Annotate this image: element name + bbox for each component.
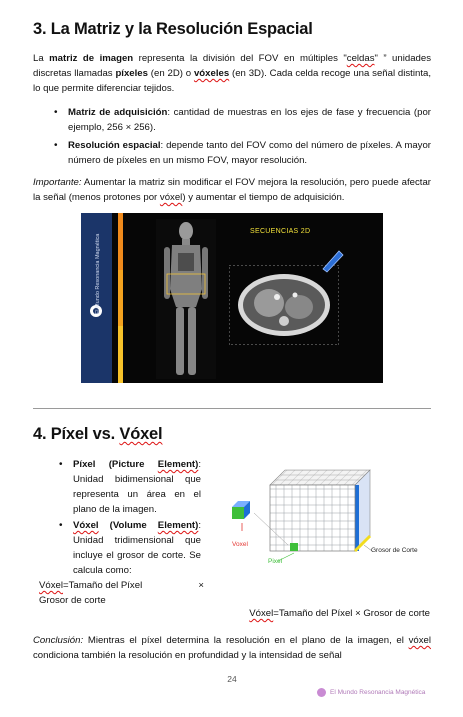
section-4-title: 4. Píxel vs. Vóxel (33, 425, 163, 443)
mri-figure (81, 213, 383, 383)
bullet-pixel: • Píxel (Picture Element): Unidad bidimensional que representa un área en el plano de la imagen. (59, 459, 201, 515)
stripe-mid (118, 270, 123, 326)
footer-brand: El Mundo Resonancia Magnética (330, 689, 426, 696)
bullet-dot: • (54, 107, 58, 118)
axial-slice-image (229, 265, 339, 345)
bullet-dot: • (59, 459, 63, 470)
voxel-cube-icon (232, 501, 250, 519)
page-number: 24 (227, 674, 237, 684)
figure-sidebar-text: El Mundo Resonancia Magnética (95, 233, 101, 315)
bullet-voxel: • Vóxel (Volume Element): Unidad tridimensional que incluye el grosor de corte. Se calcula como: (59, 520, 201, 576)
conclusion-note: Conclusión: Mientras el píxel determina la resolución en el plano de la imagen, el vóxel condiciona también la resolución en profundidad y la intensidad de señal (33, 635, 431, 661)
section-divider (33, 408, 431, 409)
section-3-intro: La matriz de imagen representa la división del FOV en múltiples "celdas" ” unidades discretas llamadas píxeles (en 2D) o vóxeles (en 3D). Cada celda recoge una señal distinta, lo que permite diferenciar tejidos. (33, 53, 431, 94)
formula-left: Vóxel=Tamaño del Píxel × Grosor de corte (39, 580, 204, 606)
slice-plane-icon (321, 247, 347, 273)
section-4-bullets (55, 457, 201, 578)
stripe-top (118, 213, 123, 270)
thickness-label: Grosor de Corte (371, 547, 418, 554)
important-note: Importante: Aumentar la matriz sin modificar el FOV mejora la resolución, pero puede afectar la señal (menos protones por vóxel) y aumentar el tiempo de adquisición. (33, 177, 431, 203)
bullet-spatial-resolution: • Resolución espacial: depende tanto del FOV como del número de píxeles. A mayor número de píxeles en un mismo FOV, mayor resolución. (54, 140, 431, 166)
bullet-acquisition-matrix: • Matriz de adquisición: cantidad de muestras en los ejes de fase y frecuencia (por ejemplo, 256 × 256). (54, 107, 431, 133)
figure-sidebar (81, 213, 112, 383)
stripe-low (118, 326, 123, 383)
pixel-label: Pixel (268, 558, 283, 565)
section-3-title: 3. La Matriz y la Resolución Espacial (33, 20, 313, 38)
full-body-scan-image (156, 219, 216, 379)
voxel-pixel-diagram (220, 465, 430, 575)
voxel-label: Voxel (232, 541, 248, 548)
bullet-dot: • (59, 520, 63, 531)
bullet-dot: • (54, 140, 58, 151)
brand-logo-icon (317, 688, 326, 697)
section-3-bullets (50, 105, 431, 168)
formula-right: Vóxel=Tamaño del Píxel × Grosor de corte (249, 608, 430, 619)
figure-caption: SECUENCIAS 2D (250, 228, 311, 235)
